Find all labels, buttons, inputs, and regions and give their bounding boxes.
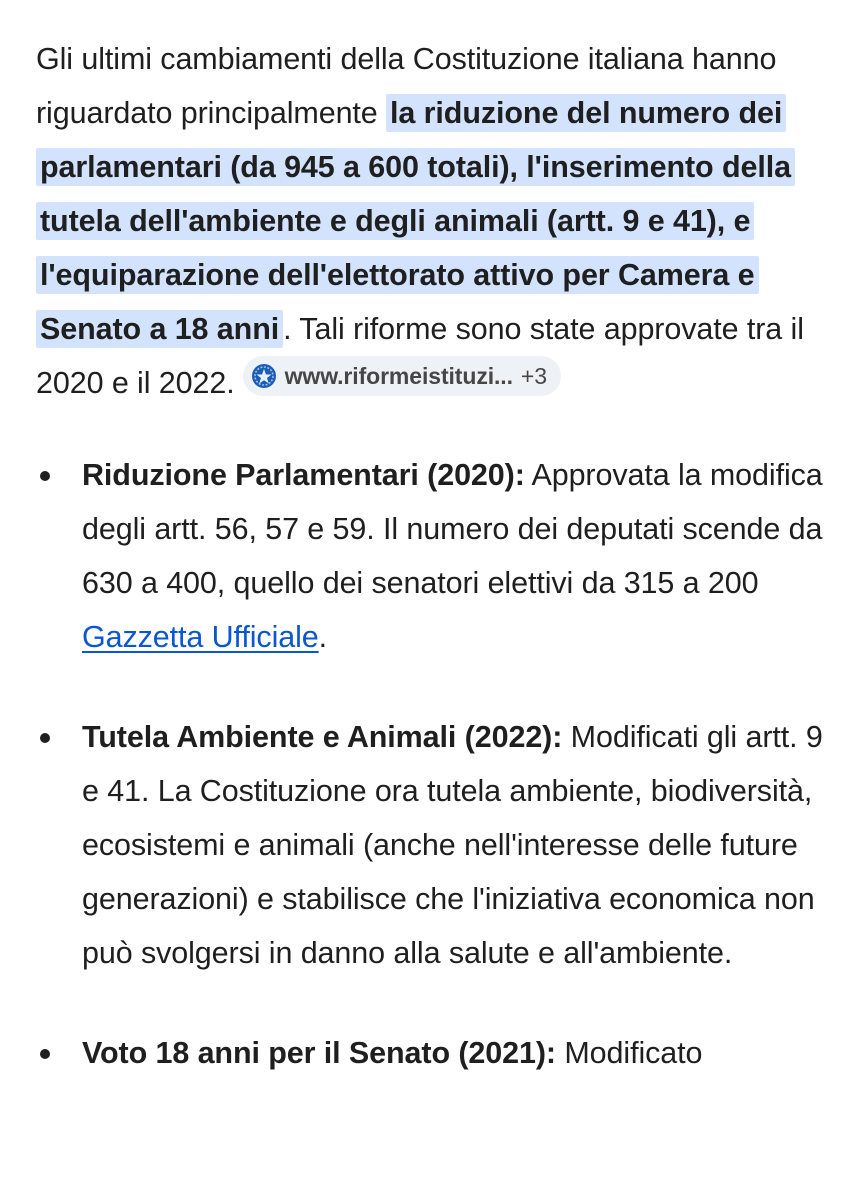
intro-paragraph [36,32,826,410]
list-item-tutela-ambiente [36,710,826,980]
bullet-text: Modificato [555,1036,703,1070]
bullet-title: Tutela Ambiente e Animali (2022): [82,720,563,754]
gazzetta-ufficiale-link[interactable]: Gazzetta Ufficiale [82,620,319,654]
intro-text-after: . Tali riforme sono state approvate tra il 2020 e il 2022. [36,312,804,400]
bullet-title: Riduzione Parlamentari (2020): [82,458,525,492]
intro-text-before: Gli ultimi cambiamenti della Costituzione italiana hanno riguardato principalmente [36,42,777,130]
bullet-dot [40,733,50,743]
bullet-title: Voto 18 anni per il Senato (2021): [82,1036,556,1070]
list-item-voto-18-anni [36,1026,826,1080]
bullet-dot [40,1049,50,1059]
source-site-label: www.riformeistituzi... [284,363,513,389]
bullet-text: Modificati gli artt. 9 e 41. La Costituzione ora tutela ambiente, biodiversità, ecosistemi e animali (anche nell'interesse delle future generazioni) e stabilisce che l'iniziativa economica non può svolgersi in danno alla salute e all'ambiente. [82,720,823,970]
reform-list [36,448,826,1080]
bullet-dot [40,471,50,481]
source-chip[interactable] [243,356,561,396]
bullet-text: Approvata la modifica degli artt. 56, 57 e 59. Il numero dei deputati scende da 630 a 400, quello dei senatori elettivi da 315 a 200 [82,458,823,600]
ai-overview-content [36,32,826,1126]
bullet-text-after: . [318,620,328,654]
list-item-riduzione-parlamentari [36,448,826,664]
source-more-count: +3 [520,363,547,389]
highlighted-answer[interactable]: la riduzione del numero dei parlamentari (da 945 a 600 totali), l'inserimento della tutela dell'ambiente e degli animali (artt. 9 e 41), e l'equiparazione dell'elettorato attivo per Camera e Senato a 18 anni [36,94,795,348]
emblem-favicon-icon [251,363,277,389]
